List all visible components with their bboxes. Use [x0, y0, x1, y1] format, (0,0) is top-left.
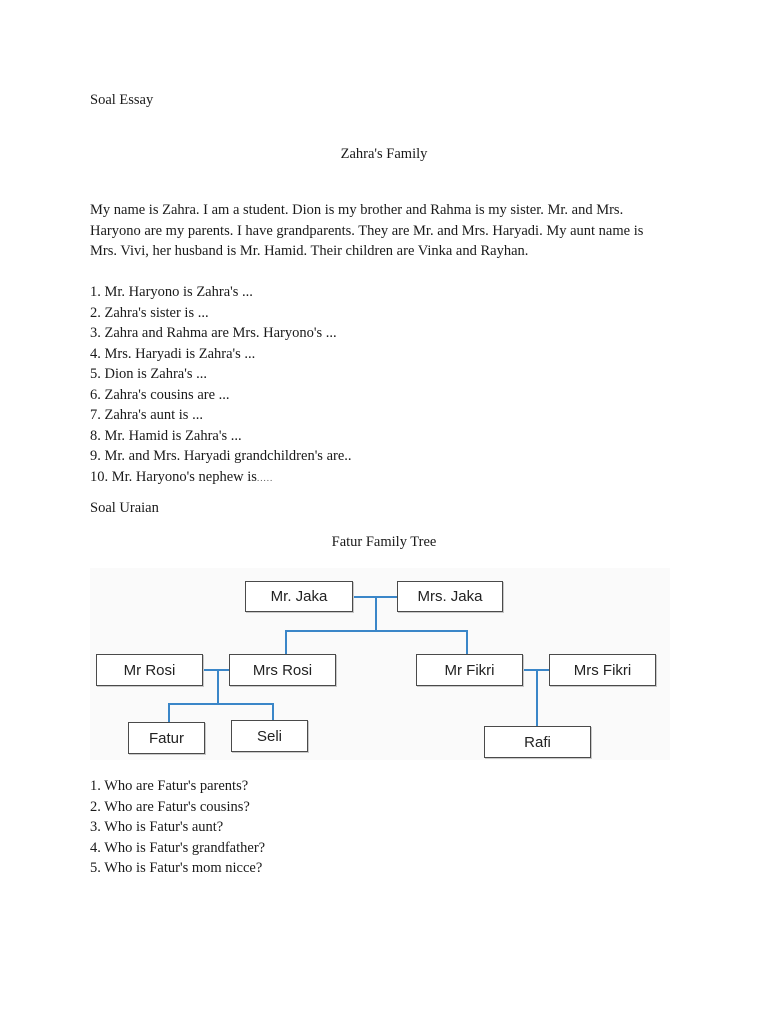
- essay-question: 1. Mr. Haryono is Zahra's ...: [90, 284, 253, 300]
- story-paragraph: [90, 200, 680, 262]
- tree-title: Fatur Family Tree: [331, 534, 437, 550]
- paragraph-line: My name is Zahra. I am a student. Dion is my brother and Rahma is my sister. Mr. and Mrs.: [90, 202, 624, 218]
- connector-rosi-down: [217, 669, 219, 704]
- connector-to-fatur: [168, 703, 170, 723]
- uraian-heading: Soal Uraian: [90, 500, 159, 516]
- uraian-question-list: [90, 776, 265, 879]
- node-mrs-fikri: Mrs Fikri: [549, 654, 656, 686]
- node-mrs-rosi: Mrs Rosi: [229, 654, 336, 686]
- connector-rosi-couple: [202, 669, 230, 671]
- essay-question: 3. Zahra and Rahma are Mrs. Haryono's ...: [90, 325, 337, 341]
- essay-question-text: 10. Mr. Haryono's nephew is: [90, 468, 257, 485]
- answer-dots: .....: [256, 472, 274, 483]
- essay-question-list: [90, 282, 352, 487]
- essay-question: 4. Mrs. Haryadi is Zahra's ...: [90, 345, 256, 362]
- essay-question: 2. Zahra's sister is ...: [90, 304, 209, 321]
- connector-to-rafi: [536, 669, 538, 727]
- paragraph-line: Haryono are my parents. I have grandparents. They are Mr. and Mrs. Haryadi. My aunt name is: [90, 222, 644, 239]
- essay-question: 8. Mr. Hamid is Zahra's ...: [90, 427, 242, 444]
- node-rafi: Rafi: [484, 726, 591, 758]
- essay-question: 6. Zahra's cousins are ...: [90, 386, 230, 403]
- node-seli: Seli: [231, 720, 308, 752]
- uraian-question: 5. Who is Fatur's mom nicce?: [90, 860, 263, 876]
- connector-to-mr-fikri: [466, 630, 468, 655]
- node-mr-fikri: Mr Fikri: [416, 654, 523, 686]
- essay-question: [90, 467, 352, 488]
- essay-question: 7. Zahra's aunt is ...: [90, 407, 203, 423]
- connector-jaka-children: [285, 630, 468, 632]
- node-mr-jaka: Mr. Jaka: [245, 581, 353, 612]
- story-title: Zahra's Family: [340, 146, 428, 162]
- connector-jaka-down: [375, 596, 377, 631]
- uraian-question: 4. Who is Fatur's grandfather?: [90, 839, 266, 856]
- paragraph-line: Mrs. Vivi, her husband is Mr. Hamid. Their children are Vinka and Rayhan.: [90, 243, 529, 259]
- essay-question: 5. Dion is Zahra's ...: [90, 366, 207, 382]
- connector-rosi-children: [168, 703, 274, 705]
- connector-to-mrs-rosi: [285, 630, 287, 655]
- essay-question: 9. Mr. and Mrs. Haryadi grandchildren's are..: [90, 448, 352, 464]
- node-mr-rosi: Mr Rosi: [96, 654, 203, 686]
- connector-to-seli: [272, 703, 274, 721]
- uraian-question: 3. Who is Fatur's aunt?: [90, 819, 224, 835]
- family-tree-diagram: [90, 568, 670, 760]
- node-mrs-jaka: Mrs. Jaka: [397, 581, 503, 612]
- uraian-question: 2. Who are Fatur's cousins?: [90, 798, 250, 815]
- essay-heading: Soal Essay: [90, 92, 154, 108]
- uraian-question: 1. Who are Fatur's parents?: [90, 778, 249, 794]
- node-fatur: Fatur: [128, 722, 205, 754]
